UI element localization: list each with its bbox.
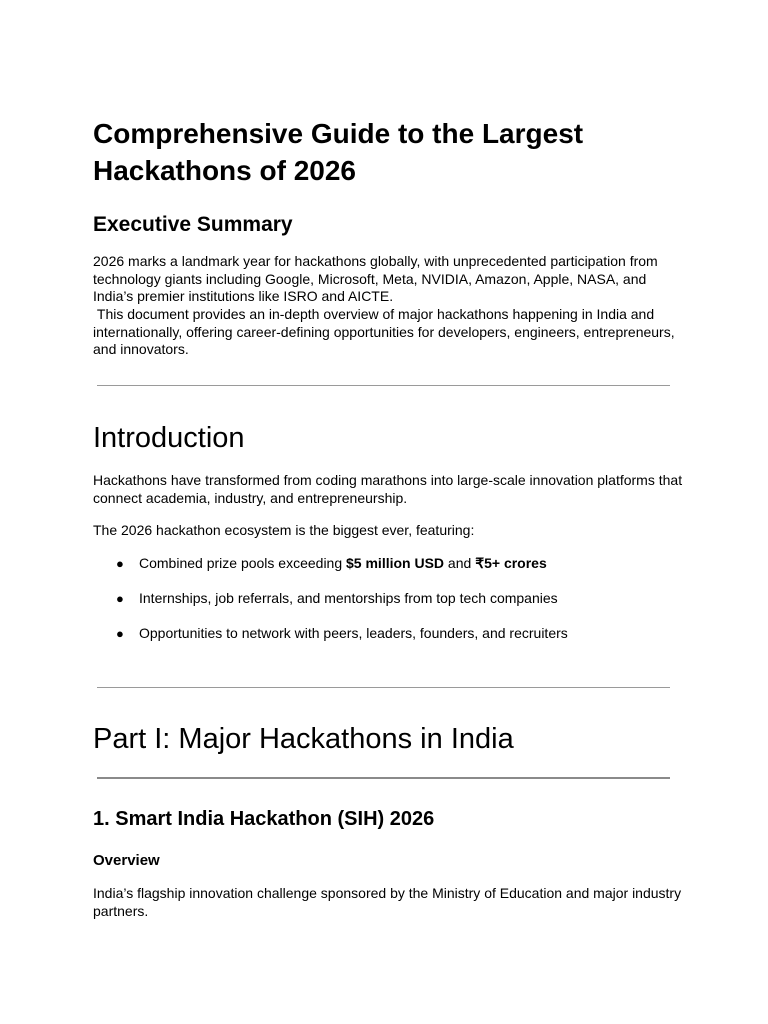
bullet-item-networking: Opportunities to network with peers, leaders, founders, and recruiters: [139, 625, 568, 641]
overview-paragraph: India’s flagship innovation challenge sponsored by the Ministry of Education and major industry partners.: [93, 885, 682, 919]
introduction-paragraph-2: The 2026 hackathon ecosystem is the biggest ever, featuring:: [93, 522, 475, 538]
executive-summary-paragraph-1: 2026 marks a landmark year for hackathons globally, with unprecedented participation from technology giants including Google, Microsoft, Meta, NVIDIA, Amazon, Apple, NASA, and India’s premier institutions like ISRO and AICTE.: [93, 253, 658, 304]
part-1-heading: Part I: Major Hackathons in India: [93, 723, 514, 755]
bullet-text-inr-amount: ₹5+ crores: [475, 555, 547, 571]
smart-india-hackathon-heading: 1. Smart India Hackathon (SIH) 2026: [93, 808, 435, 830]
bullet-marker: ●: [116, 556, 124, 571]
introduction-heading: Introduction: [93, 422, 245, 454]
section-divider: [97, 385, 670, 386]
bullet-item-internships: Internships, job referrals, and mentorships from top tech companies: [139, 590, 558, 606]
executive-summary-heading: Executive Summary: [93, 213, 293, 236]
overview-heading: Overview: [93, 852, 160, 869]
executive-summary-paragraph-2: This document provides an in-depth overview of major hackathons happening in India and internationally, offering career-defining opportunities for developers, engineers, entrepreneurs, and innovators.: [93, 306, 679, 357]
bullet-marker: ●: [116, 591, 124, 606]
section-divider: [97, 687, 670, 688]
bullet-text-usd-amount: $5 million USD: [346, 555, 445, 571]
section-divider: [97, 777, 670, 779]
bullet-text-middle: and: [444, 555, 476, 571]
document-title: Comprehensive Guide to the Largest Hackathons of 2026: [93, 118, 584, 186]
introduction-paragraph-1: Hackathons have transformed from coding marathons into large-scale innovation platforms that connect academia, industry, and entrepreneurship.: [93, 472, 683, 506]
bullet-item-prize-pools: [139, 555, 699, 573]
bullet-marker: ●: [116, 626, 124, 641]
bullet-text-prefix: Combined prize pools exceeding: [139, 555, 347, 571]
